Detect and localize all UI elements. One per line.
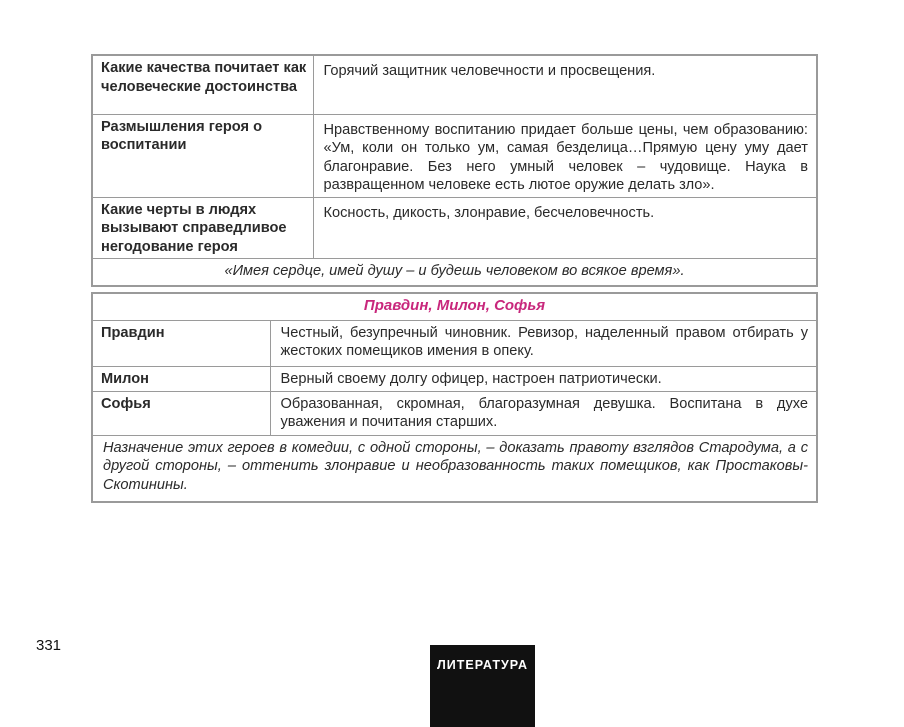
note-text: Назначение этих героев в комедии, с одной стороны, – доказать правоту взглядов Стародума, а с другой стороны, – оттенить злонравие и необразованность таких помещиков, как Простаковы-Скотинины. [92,435,817,502]
starodum-traits-table [91,54,818,287]
note-row [92,435,817,502]
row-value: Косность, дикость, злонравие, бесчеловечность. [313,197,817,259]
row-value: Нравственному воспитанию придает больше цены, чем образованию: «Ум, коли он только ум, самая безделица…Прямую цену уму дает благонравие. Без него умный человек – чудовище. Наука в развращенном человеке есть лютое оружие делать зло». [313,114,817,197]
row-label: Размышления героя о воспитании [92,114,313,197]
table-row [92,366,817,391]
row-value: Верный своему долгу офицер, настроен патриотически. [270,366,817,391]
row-value: Честный, безупречный чиновник. Ревизор, наделенный правом отбирать у жестоких помещиков имения в опеку. [270,320,817,366]
quote-row [92,259,817,286]
row-label: Правдин [92,320,270,366]
table-row [92,391,817,435]
characters-table [91,292,818,503]
table-row [92,114,817,197]
row-label: Милон [92,366,270,391]
row-label: Софья [92,391,270,435]
row-value: Горячий защитник человечности и просвещения. [313,55,817,114]
table-row [92,197,817,259]
section-badge: ЛИТЕРАТУРА [430,645,535,727]
page-number: 331 [36,637,62,654]
table-title: Правдин, Милон, Софья [92,293,817,320]
quote-text: «Имея сердце, имей душу – и будешь человеком во всякое время». [92,259,817,286]
table-row [92,320,817,366]
row-value: Образованная, скромная, благоразумная девушка. Воспитана в духе уважения и почитания старших. [270,391,817,435]
row-label: Какие черты в людях вызывают справедливое негодование героя [92,197,313,259]
title-row [92,293,817,320]
table-row [92,55,817,114]
row-label: Какие качества почитает как человеческие достоинства [92,55,313,114]
